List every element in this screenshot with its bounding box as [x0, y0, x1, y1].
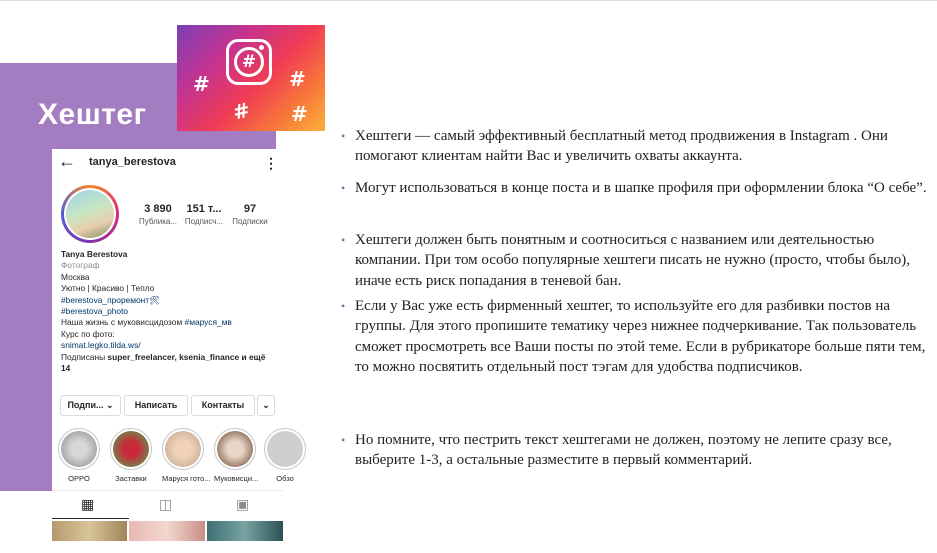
- bio-hashtag-link[interactable]: #berestova_проремонт🛠: [61, 294, 160, 305]
- stat-value: 97: [243, 203, 257, 215]
- tagged-icon[interactable]: ▣: [236, 496, 250, 512]
- slide-title: Хештег: [38, 98, 147, 131]
- bio-line: Уютно | Красиво | Тепло: [61, 283, 155, 294]
- bullet-marker: •: [341, 181, 346, 195]
- stat-followers[interactable]: [178, 203, 230, 226]
- top-divider: [0, 0, 937, 1]
- bullet-marker: •: [341, 299, 346, 313]
- profile-username: tanya_berestova: [89, 156, 176, 168]
- bio-hashtag-link[interactable]: #маруся_мв: [184, 317, 232, 328]
- instagram-profile-screenshot: [52, 149, 294, 541]
- hashtag-badge: [177, 25, 325, 131]
- story-highlight[interactable]: [110, 428, 152, 483]
- post-thumbnail[interactable]: [207, 521, 283, 541]
- avatar-photo: [66, 190, 114, 238]
- story-highlight[interactable]: [162, 428, 211, 483]
- bullet-marker: •: [341, 433, 346, 447]
- bio-city: Москва: [61, 271, 90, 282]
- bio-name: Tanya Berestova: [61, 249, 128, 259]
- story-highlight[interactable]: [214, 428, 259, 483]
- bullet-marker: •: [341, 129, 346, 143]
- bio-text: Наша жизнь с муковисцидозом: [61, 317, 185, 328]
- hash-icon: #: [193, 72, 210, 96]
- grid-icon[interactable]: ▦: [81, 496, 95, 512]
- stat-value: 3 890: [144, 203, 172, 215]
- profile-bio: [61, 249, 281, 374]
- avatar[interactable]: [61, 185, 119, 243]
- story-label: Муковисци...: [214, 474, 259, 483]
- bio-course-label: Курс по фото:: [61, 328, 115, 339]
- stat-following[interactable]: [224, 203, 276, 226]
- story-label: OPPO: [68, 474, 90, 483]
- stat-label: Публика...: [139, 217, 177, 226]
- hash-icon: #: [234, 47, 264, 77]
- followed-names: super_freelancer, ksenia_finance и ещё: [107, 351, 266, 362]
- bullet-text: Хештеги должен быть понятным и соотноситься с названием или деятельностью компании. При том особо популярные хештеги писать не нужно (просто, чтобы было), иначе есть риск попадания в теневой бан.: [355, 232, 911, 289]
- stat-label: Подписки: [232, 217, 268, 226]
- bio-course-link[interactable]: snimat.legko.tilda.ws/: [61, 340, 141, 351]
- story-label: Маруся гото...: [162, 474, 211, 483]
- profile-header: [52, 149, 283, 179]
- bullet-text: Хештеги — самый эффективный бесплатный метод продвижения в Instagram . Они помогают клиентам найти Вас и увеличить охваты аккаунта.: [355, 128, 888, 165]
- story-label: Заставки: [115, 474, 147, 483]
- hash-icon: #: [230, 97, 253, 125]
- suggested-toggle-button[interactable]: ⌄: [257, 395, 275, 416]
- followed-count: 14: [61, 363, 71, 374]
- followed-by[interactable]: [61, 352, 281, 363]
- bullet-text: Могут использоваться в конце поста и в шапке профиля при оформлении блока “О себе”.: [355, 180, 927, 196]
- bio-line-life: [61, 317, 281, 328]
- bio-hashtag-link[interactable]: #berestova_photo: [61, 306, 129, 317]
- bullet-marker: •: [341, 233, 346, 247]
- contacts-button[interactable]: Контакты: [191, 395, 255, 416]
- bio-category: Фотограф: [61, 260, 100, 271]
- bullet-text: Если у Вас уже есть фирменный хештег, то используйте его для разбивки постов на группы. Для этого пропишите тематику через нижнее подчеркивание. Так пользователь сможет просмотреть все Ваши посты по этой теме. Если в рубрикаторе больше пяти тем, то можно посвятить отдельный пост тэгам для удобства подписчиков.: [355, 298, 926, 375]
- stat-posts[interactable]: [132, 203, 184, 226]
- post-thumbnail[interactable]: [52, 521, 127, 541]
- back-arrow-icon[interactable]: ←: [58, 151, 76, 171]
- story-highlight[interactable]: [58, 428, 100, 483]
- post-thumbnail[interactable]: [129, 521, 205, 541]
- more-options-icon[interactable]: ⋮: [264, 155, 278, 171]
- igtv-icon[interactable]: ◫: [159, 496, 173, 512]
- stat-value: 151 т...: [186, 203, 222, 215]
- story-label: Обзо: [276, 474, 294, 483]
- followed-prefix: Подписаны: [61, 351, 108, 362]
- hash-icon: #: [289, 67, 306, 91]
- follow-button[interactable]: Подпи... ⌄: [60, 395, 121, 416]
- bullet-text: Но помните, что пестрить текст хештегами не должен, поэтому не лепите сразу все, выберите 1-3, а остальные разместите в первый комментарий.: [355, 432, 892, 469]
- camera-dot: [259, 45, 264, 50]
- message-button[interactable]: Написать: [124, 395, 188, 416]
- active-tab-indicator: [52, 518, 129, 519]
- stat-label: Подписч...: [184, 217, 224, 226]
- hash-icon: #: [291, 102, 308, 126]
- story-highlight[interactable]: [264, 428, 306, 483]
- profile-tabs: [52, 490, 283, 519]
